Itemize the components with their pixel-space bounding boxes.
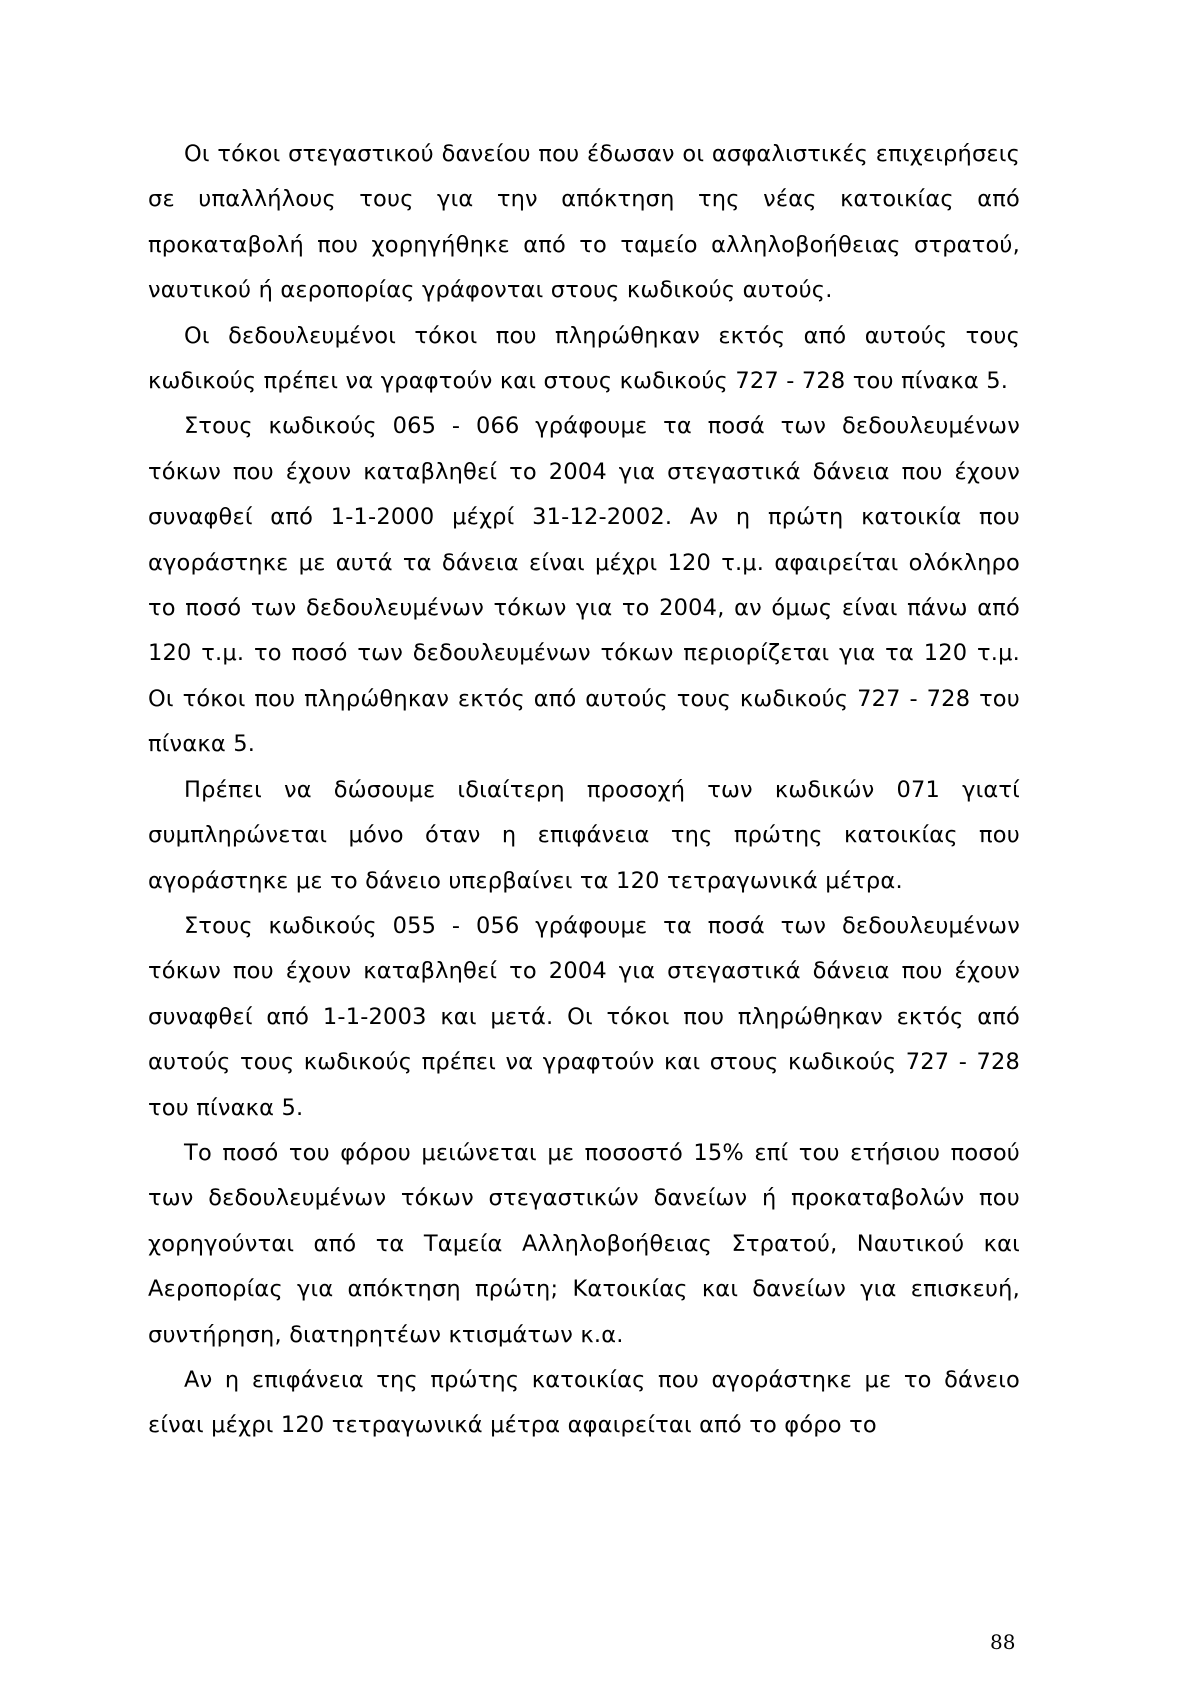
paragraph-3: Στους κωδικούς 065 - 066 γράφουμε τα ποσά των δεδουλευμένων τόκων που έχουν καταβληθεί το 2004 για στεγαστικά δάνεια που έχουν συναφθεί από 1-1-2000 μέχρί 31-12-2002. Αν η πρώτη κατοικία που αγοράστηκε με αυτά τα δάνεια είναι μέχρι 120 τ.μ. αφαιρείται ολόκληρο το ποσό των δεδουλευμένων τόκων για το 2004, αν όμως είναι πάνω από 120 τ.μ. το ποσό των δεδουλευμένων τόκων περιορίζεται για τα 120 τ.μ. Οι τόκοι που πληρώθηκαν εκτός από αυτούς τους κωδικούς 727 - 728 του πίνακα 5. <box>148 413 1020 758</box>
paragraph-4: Πρέπει να δώσουμε ιδιαίτερη προσοχή των κωδικών 071 γιατί συμπληρώνεται μόνο όταν η επιφάνεια της πρώτης κατοικίας που αγοράστηκε με το δάνειο υπερβαίνει τα 120 τετραγωνικά μέτρα. <box>148 776 1020 894</box>
paragraph-7: Αν η επιφάνεια της πρώτης κατοικίας που αγοράστηκε με το δάνειο είναι μέχρι 120 τετραγωνικά μέτρα αφαιρείται από το φόρο το <box>148 1366 1020 1439</box>
page-number: 88 <box>990 1630 1016 1654</box>
paragraph-2: Οι δεδουλευμένοι τόκοι που πληρώθηκαν εκτός από αυτούς τους κωδικούς πρέπει να γραφτούν και στους κωδικούς 727 - 728 του πίνακα 5. <box>148 322 1020 395</box>
document-body <box>148 132 1020 1449</box>
paragraph-6: Το ποσό του φόρου μειώνεται με ποσοστό 15% επί του ετήσιου ποσού των δεδουλευμένων τόκων στεγαστικών δανείων ή προκαταβολών που χορηγούνται από τα Ταμεία Αλληλοβοήθειας Στρατού, Ναυτικού και Αεροπορίας για απόκτηση πρώτη; Κατοικίας και δανείων για επισκευή, συντήρηση, διατηρητέων κτισμάτων κ.α. <box>148 1139 1020 1348</box>
paragraph-1: Οι τόκοι στεγαστικού δανείου που έδωσαν οι ασφαλιστικές επιχειρήσεις σε υπαλλήλους τους για την απόκτηση της νέας κατοικίας από προκαταβολή που χορηγήθηκε από το ταμείο αλληλοβοήθειας στρατού, ναυτικού ή αεροπορίας γράφονται στους κωδικούς αυτούς. <box>148 141 1020 304</box>
paragraph-5: Στους κωδικούς 055 - 056 γράφουμε τα ποσά των δεδουλευμένων τόκων που έχουν καταβληθεί το 2004 για στεγαστικά δάνεια που έχουν συναφθεί από 1-1-2003 και μετά. Οι τόκοι που πληρώθηκαν εκτός από αυτούς τους κωδικούς πρέπει να γραφτούν και στους κωδικούς 727 - 728 του πίνακα 5. <box>148 912 1020 1121</box>
